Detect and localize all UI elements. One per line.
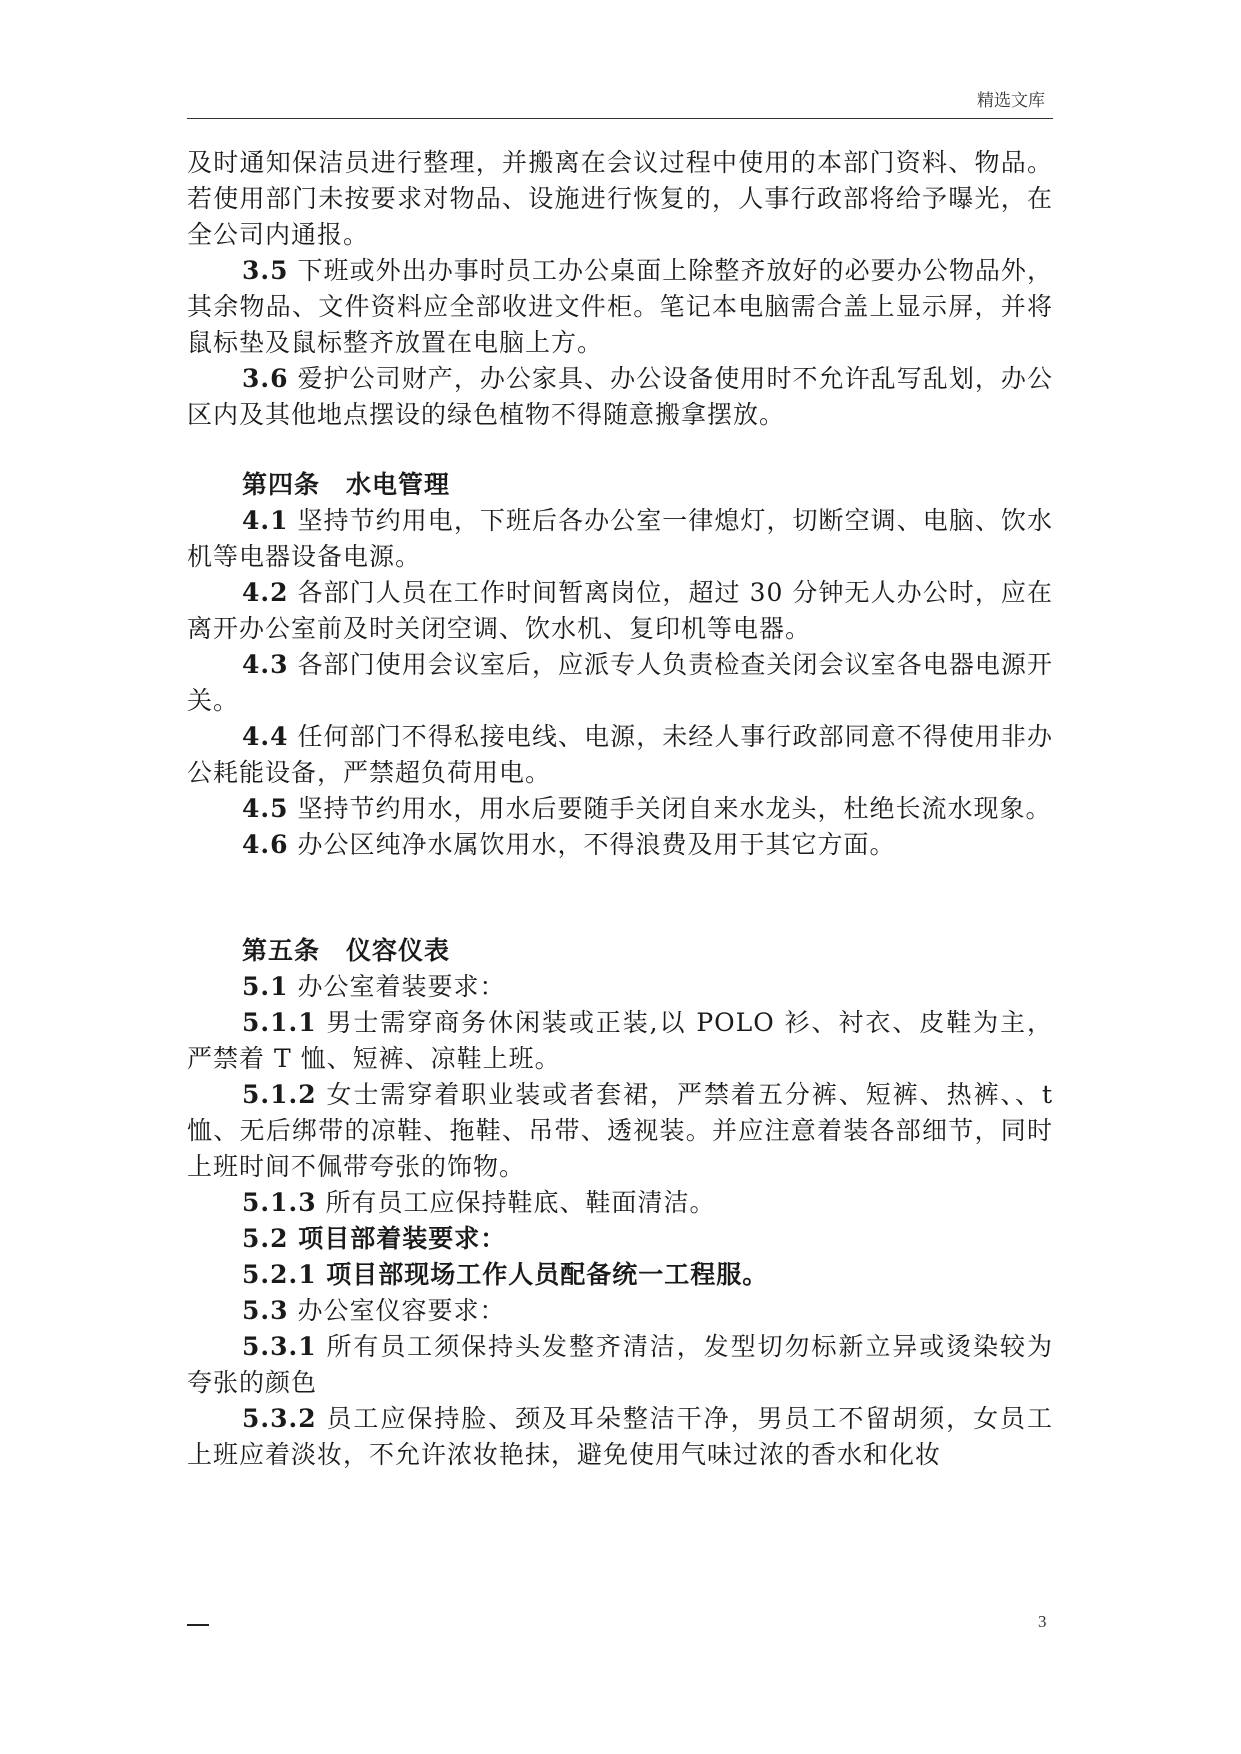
paragraph: [187, 719, 1053, 791]
paragraph: [187, 361, 1053, 433]
clause-number: 5.1.2: [242, 1080, 317, 1109]
clause-number: 4.6: [242, 830, 289, 859]
clause-number: 4.5: [242, 794, 289, 823]
clause-number: 5.1.1: [242, 1008, 317, 1037]
clause-number: 5.1.3: [242, 1188, 317, 1217]
clause-number: 5.3: [242, 1296, 289, 1325]
clause-text: 各部门使用会议室后，应派专人负责检查关闭会议室各电器电源开关。: [187, 650, 1053, 715]
paragraph: [187, 1329, 1053, 1401]
clause-text: 女士需穿着职业装或者套裙，严禁着五分裤、短裤、热裤、、t 恤、无后绑带的凉鞋、拖鞋、吊带、透视装。并应注意着装各部细节，同时上班时间不佩带夸张的饰物。: [187, 1080, 1053, 1181]
clause-text: 办公室着装要求：: [297, 972, 506, 1001]
clause-text: 办公区纯净水属饮用水，不得浪费及用于其它方面。: [297, 830, 896, 859]
paragraph: [187, 1293, 1053, 1329]
clause-number: 5.1: [242, 972, 289, 1001]
clause-text: 办公室仪容要求：: [297, 1296, 506, 1325]
clause-text: 男士需穿商务休闲装或正装,以 POLO 衫、衬衣、皮鞋为主，严禁着 T 恤、短裤、凉鞋上班。: [187, 1008, 1053, 1073]
clause-number: 5.3.2: [242, 1404, 317, 1433]
clause-text: 员工应保持脸、颈及耳朵整洁干净，男员工不留胡须，女员工上班应着淡妆，不允许浓妆艳抹，避免使用气味过浓的香水和化妆: [187, 1404, 1053, 1469]
clause-text: 坚持节约用水，用水后要随手关闭自来水龙头，杜绝长流水现象。: [297, 794, 1052, 823]
clause-text: 坚持节约用电，下班后各办公室一律熄灯，切断空调、电脑、饮水机等电器设备电源。: [187, 506, 1053, 571]
clause-number: 4.3: [242, 650, 289, 679]
paragraph: [187, 969, 1053, 1005]
clause-text: 所有员工应保持鞋底、鞋面清洁。: [316, 1188, 716, 1217]
paragraph: [187, 1185, 1053, 1221]
section-heading: 第五条 仪容仪表: [242, 936, 451, 965]
document-body: [187, 145, 1053, 1473]
footer-dash: [187, 1624, 209, 1626]
paragraph: [187, 575, 1053, 647]
clause-text: 爱护公司财产，办公家具、办公设备使用时不允许乱写乱划，办公区内及其他地点摆设的绿色植物不得随意搬拿摆放。: [187, 364, 1053, 429]
clause-number: 4.4: [242, 722, 289, 751]
paragraph: [187, 827, 1053, 863]
bold-clause: 5.2 项目部着装要求：: [242, 1224, 507, 1253]
paragraph: [187, 791, 1053, 827]
paragraph: 及时通知保洁员进行整理，并搬离在会议过程中使用的本部门资料、物品。若使用部门未按要求对物品、设施进行恢复的，人事行政部将给予曝光，在全公司内通报。: [187, 148, 1053, 249]
header-title: 精选文库: [977, 91, 1045, 111]
clause-number: 4.2: [242, 578, 289, 607]
clause-text: 所有员工须保持头发整齐清洁，发型切勿标新立异或烫染较为夸张的颜色: [187, 1332, 1053, 1397]
paragraph: [187, 503, 1053, 575]
paragraph: [187, 1077, 1053, 1185]
page-number: 3: [1038, 1612, 1047, 1631]
page-header: [187, 78, 1053, 119]
paragraph: [187, 1005, 1053, 1077]
clause-number: 5.3.1: [242, 1332, 317, 1361]
clause-number: 3.6: [242, 364, 289, 393]
clause-number: 3.5: [242, 256, 289, 285]
clause-text: 各部门人员在工作时间暂离岗位，超过 30 分钟无人办公时，应在离开办公室前及时关闭空调、饮水机、复印机等电器。: [187, 578, 1053, 643]
clause-number: 4.1: [242, 506, 289, 535]
bold-clause: 5.2.1 项目部现场工作人员配备统一工程服。: [242, 1260, 769, 1289]
paragraph: [187, 253, 1053, 361]
section-heading: 第四条 水电管理: [242, 470, 451, 499]
paragraph: [187, 647, 1053, 719]
clause-text: 下班或外出办事时员工办公桌面上除整齐放好的必要办公物品外，其余物品、文件资料应全部收进文件柜。笔记本电脑需合盖上显示屏，并将鼠标垫及鼠标整齐放置在电脑上方。: [187, 256, 1053, 357]
paragraph: [187, 1401, 1053, 1473]
clause-text: 任何部门不得私接电线、电源，未经人事行政部同意不得使用非办公耗能设备，严禁超负荷用电。: [187, 722, 1053, 787]
